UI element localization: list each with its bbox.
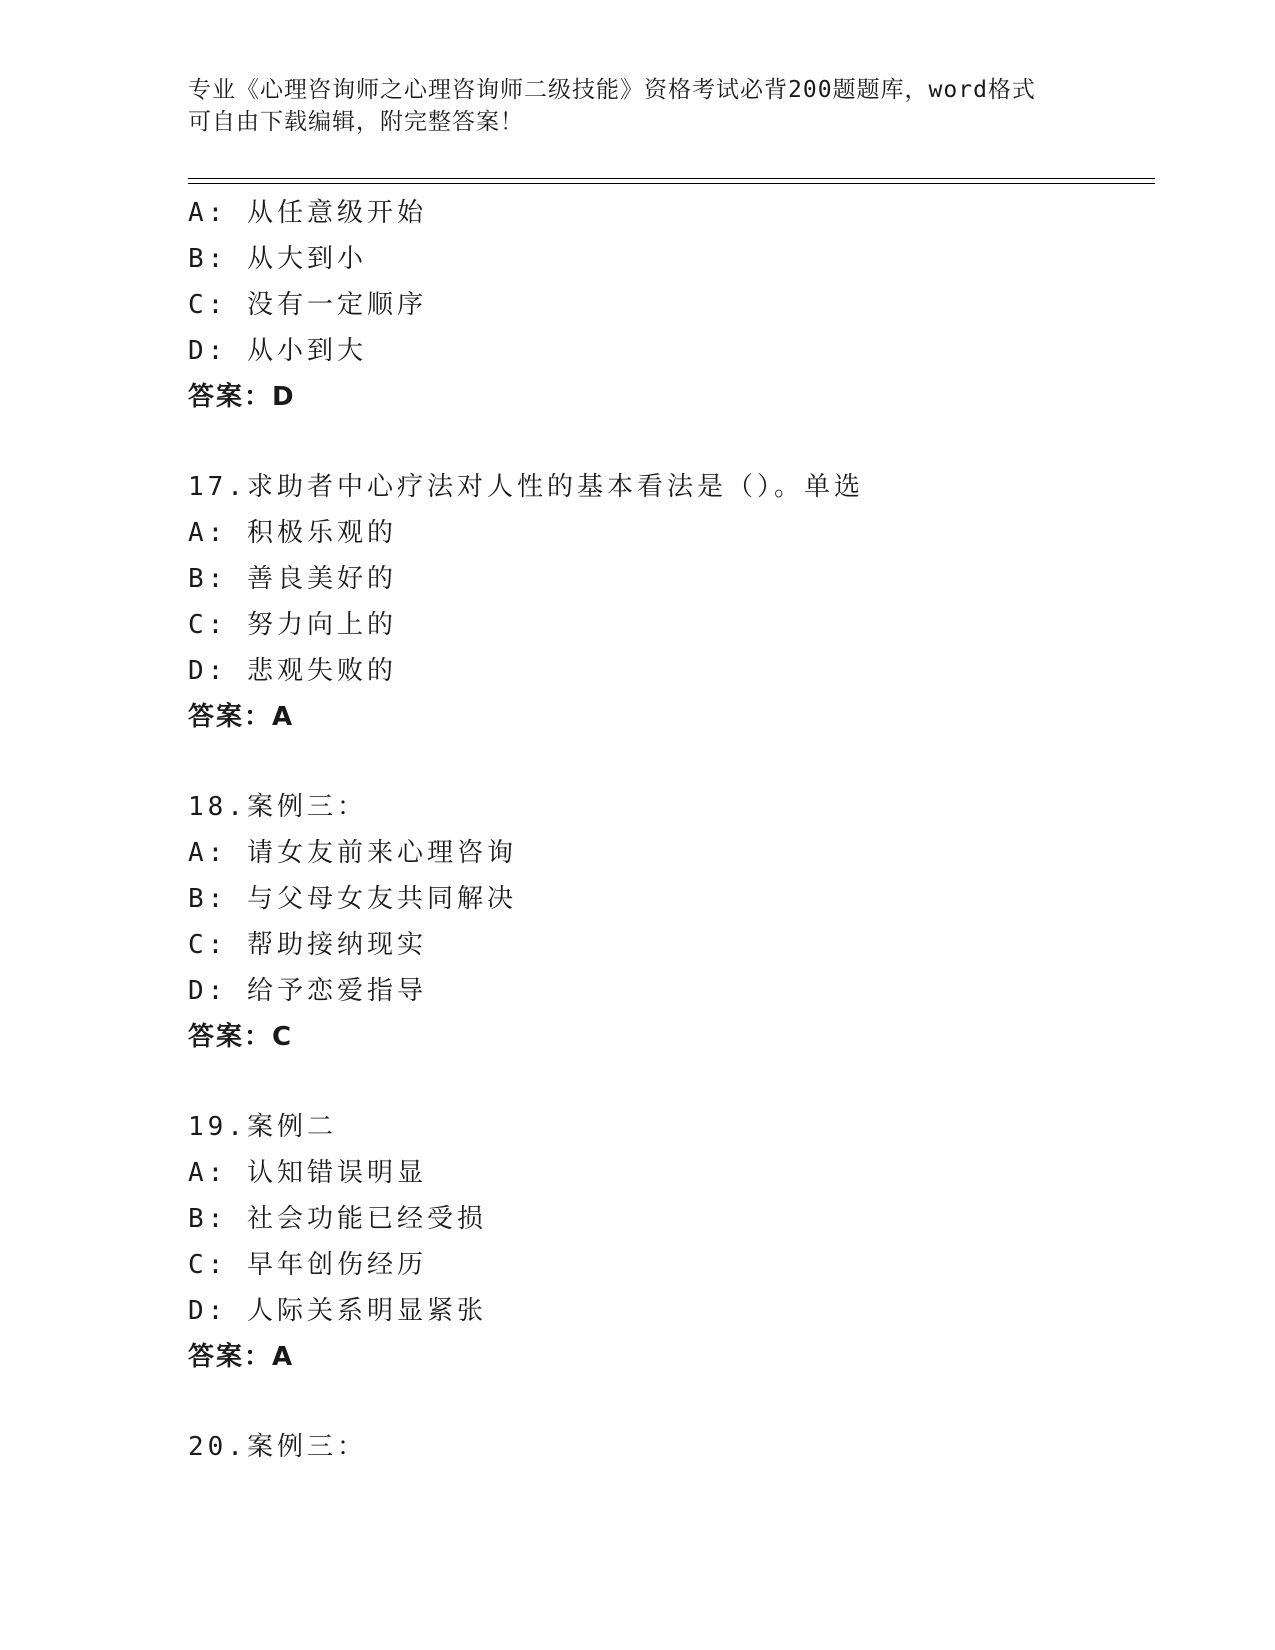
question-block-18 [188, 784, 1148, 1060]
question-text: 20.案例三： [188, 1432, 367, 1462]
option-c: C: 早年创伤经历 [188, 1250, 427, 1280]
question-text: 17.求助者中心疗法对人性的基本看法是（）。单选 [188, 472, 864, 502]
question-block-19 [188, 1104, 1148, 1380]
option-d: D: 从小到大 [188, 336, 367, 366]
question-list [188, 190, 1148, 1470]
question-text: 18.案例三： [188, 792, 367, 822]
question-block-20 [188, 1424, 1148, 1470]
option-a: A: 请女友前来心理咨询 [188, 838, 517, 868]
answer-label: 答案：C [188, 1022, 294, 1052]
option-d: D: 悲观失败的 [188, 656, 397, 686]
option-d: D: 人际关系明显紧张 [188, 1296, 487, 1326]
header-line-2: 可自由下载编辑，附完整答案！ [188, 109, 524, 135]
option-c: C: 帮助接纳现实 [188, 930, 427, 960]
option-b: B: 与父母女友共同解决 [188, 884, 517, 914]
option-a: A: 从任意级开始 [188, 198, 427, 228]
question-block-17 [188, 464, 1148, 740]
header-line-1: 专业《心理咨询师之心理咨询师二级技能》资格考试必背200题题库，word格式 [188, 77, 1036, 103]
answer-label: 答案：A [188, 1342, 295, 1372]
option-d: D: 给予恋爱指导 [188, 976, 427, 1006]
header-divider-bottom [188, 183, 1155, 184]
answer-label: 答案：A [188, 702, 295, 732]
option-b: B: 社会功能已经受损 [188, 1204, 487, 1234]
option-a: A: 积极乐观的 [188, 518, 397, 548]
question-text: 19.案例二 [188, 1112, 337, 1142]
document-header [188, 74, 1068, 138]
option-b: B: 从大到小 [188, 244, 367, 274]
option-a: A: 认知错误明显 [188, 1158, 427, 1188]
option-b: B: 善良美好的 [188, 564, 397, 594]
question-block-16 [188, 190, 1148, 420]
option-c: C: 努力向上的 [188, 610, 397, 640]
option-c: C: 没有一定顺序 [188, 290, 427, 320]
header-divider-top [188, 178, 1155, 179]
answer-label: 答案：D [188, 382, 296, 412]
